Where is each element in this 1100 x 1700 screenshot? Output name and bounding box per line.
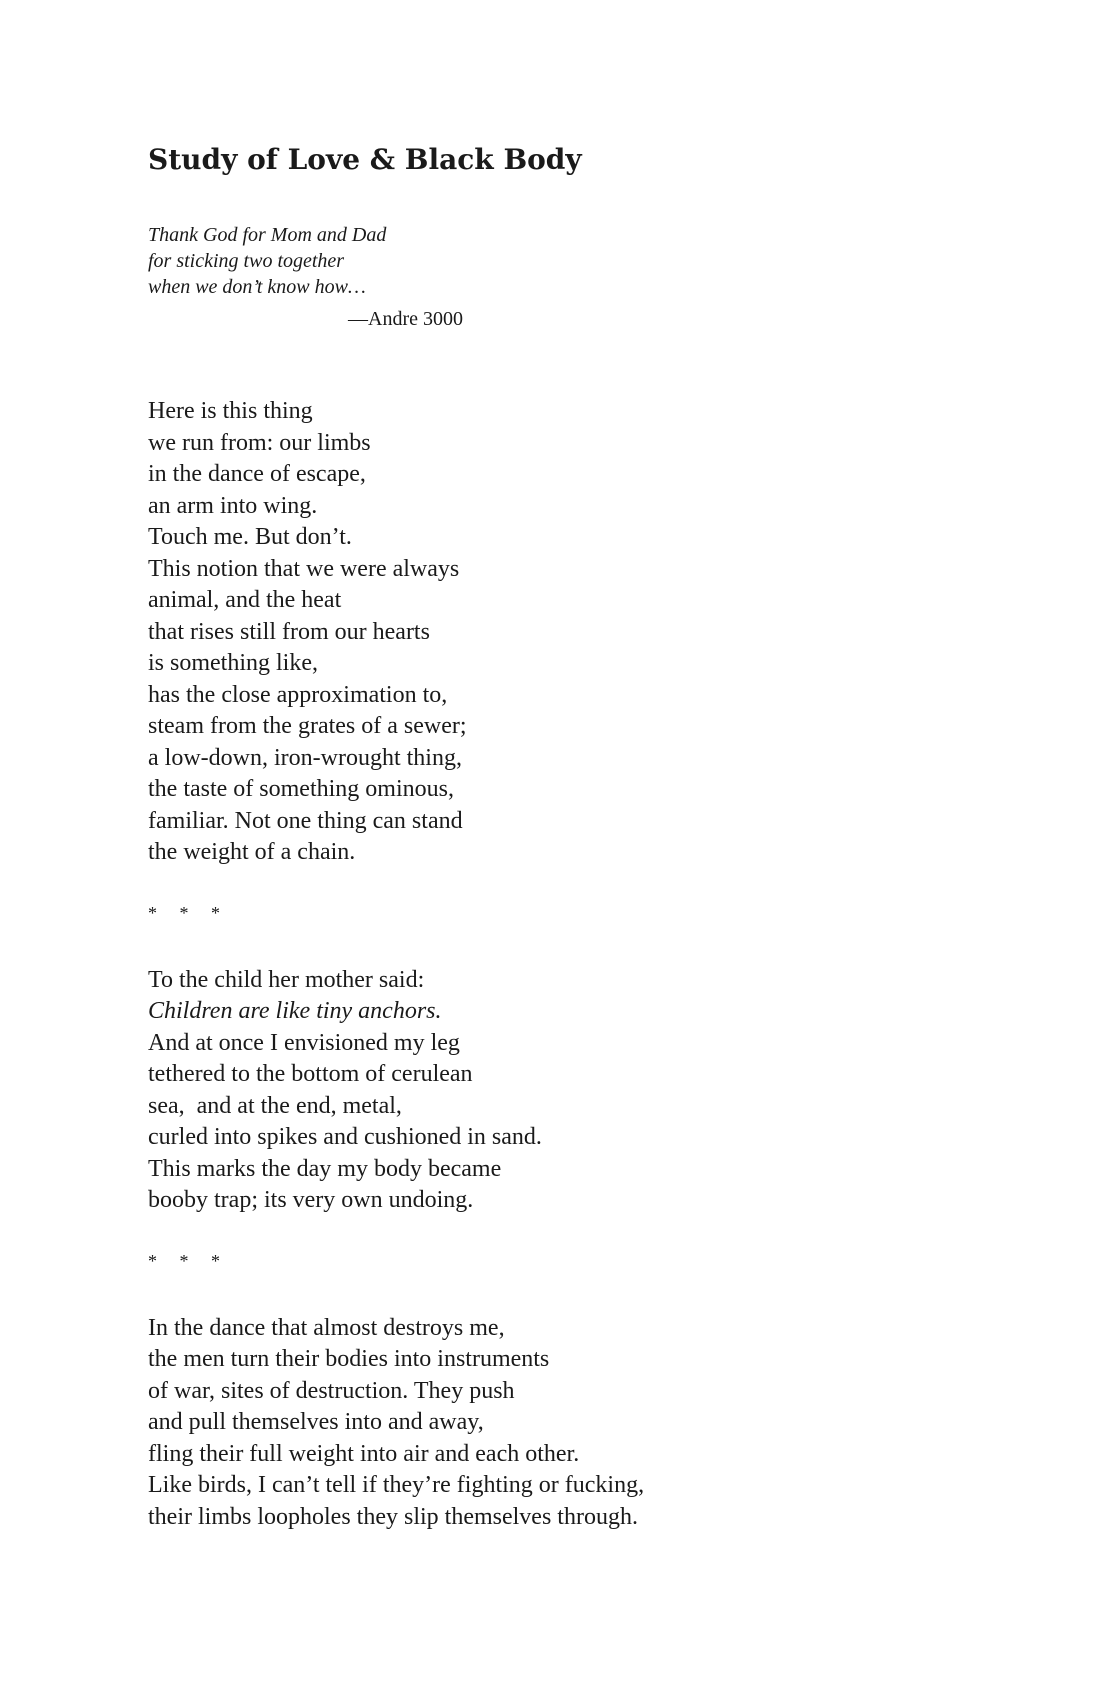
poem-line: Touch me. But don’t. <box>148 524 352 550</box>
poem-line: that rises still from our hearts <box>148 618 430 645</box>
poem-line: is something like, <box>148 650 318 676</box>
poem-line: This marks the day my body became <box>148 1155 502 1182</box>
epigraph-attribution: —Andre 3000 <box>348 308 463 330</box>
epigraph-line: for sticking two together <box>148 250 345 272</box>
epigraph-line: Thank God for Mom and Dad <box>148 224 387 246</box>
poem-line: of war, sites of destruction. They push <box>148 1377 515 1404</box>
poem-line: And at once I envisioned my leg <box>148 1029 460 1056</box>
poem-line: booby trap; its very own undoing. <box>148 1187 474 1213</box>
poem-line: In the dance that almost destroys me, <box>148 1314 505 1341</box>
epigraph <box>148 222 1008 332</box>
poem-line: This notion that we were always <box>148 555 460 582</box>
poem-line: their limbs loopholes they slip themselves through. <box>148 1503 638 1530</box>
poem-line: animal, and the heat <box>148 587 342 613</box>
epigraph-line: when we don’t know how… <box>148 276 366 298</box>
poem-line: sea, and at the end, metal, <box>148 1092 402 1119</box>
poem-line: and pull themselves into and away, <box>148 1409 484 1435</box>
poem-line: a low-down, iron-wrought thing, <box>148 744 462 771</box>
poem-page <box>148 140 1008 1533</box>
stanza-3 <box>148 1313 1008 1534</box>
poem-line: Here is this thing <box>148 398 313 424</box>
poem-line: curled into spikes and cushioned in sand. <box>148 1124 542 1150</box>
poem-line: an arm into wing. <box>148 492 318 519</box>
poem-line: steam from the grates of a sewer; <box>148 713 467 739</box>
poem-line: the taste of something ominous, <box>148 776 454 802</box>
stanza-2 <box>148 965 1008 1217</box>
poem-line: in the dance of escape, <box>148 461 366 487</box>
poem-line: To the child her mother said: <box>148 966 425 993</box>
poem-line: Like birds, I can’t tell if they’re fighting or fucking, <box>148 1472 645 1498</box>
poem-line: has the close approximation to, <box>148 681 448 708</box>
stanza-1 <box>148 396 1008 869</box>
poem-line-italic: Children are like tiny anchors. <box>148 998 442 1024</box>
poem-title: Study of Love & Black Body <box>148 143 582 176</box>
poem-line: familiar. Not one thing can stand <box>148 807 463 834</box>
poem-line: the men turn their bodies into instruments <box>148 1346 550 1372</box>
section-break: * * * <box>148 902 220 923</box>
poem-line: tethered to the bottom of cerulean <box>148 1061 473 1087</box>
poem-line: the weight of a chain. <box>148 839 356 865</box>
section-break: * * * <box>148 1250 220 1271</box>
poem-line: fling their full weight into air and each other. <box>148 1440 580 1467</box>
poem-line: we run from: our limbs <box>148 429 371 456</box>
